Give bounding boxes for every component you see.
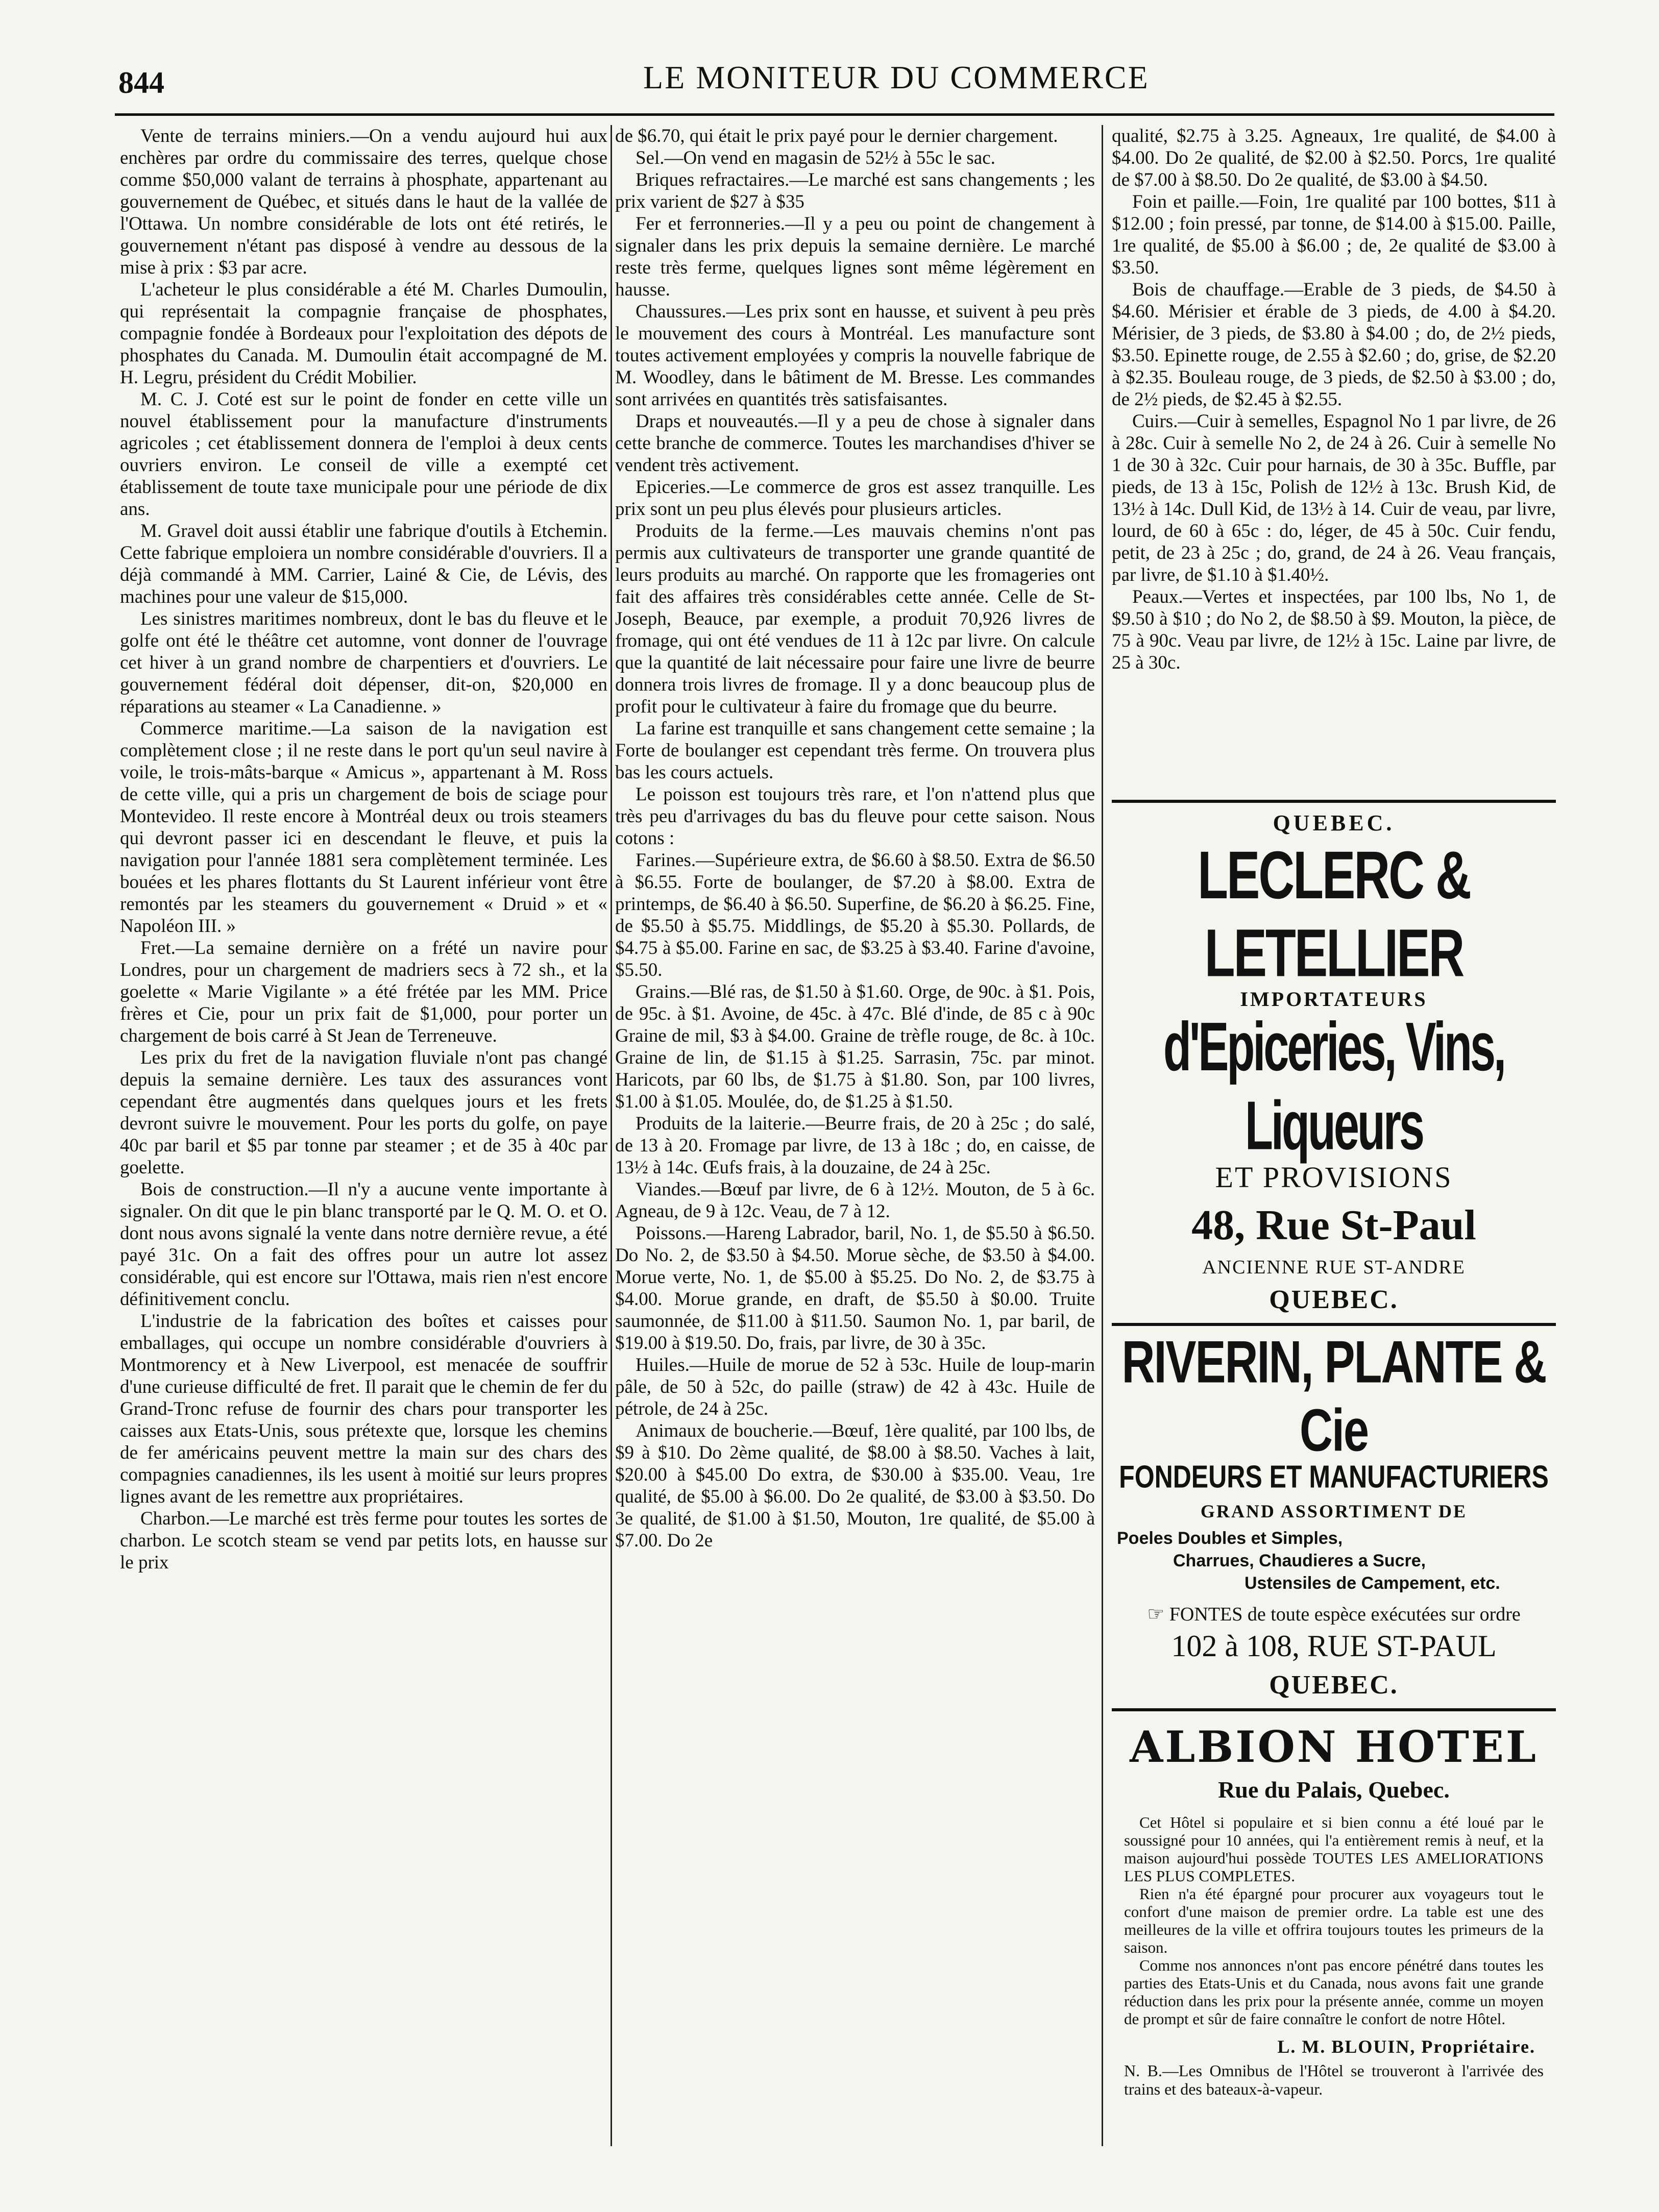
paragraph: Les sinistres maritimes nombreux, dont le bas du fleuve et le golfe ont été le théâtre cet automne, vont donner de l'ouvrage cet hiver à un grand nombre de charpentiers et d'ouvriers. Le gouvernement fédéral doit dépenser, dit-on, $20,000 en réparations au steamer « La Canadienne. » — [120, 608, 607, 717]
ad-assortment: GRAND ASSORTIMENT DE — [1200, 1501, 1468, 1521]
paragraph: Cet Hôtel si populaire et si bien connu a été loué par le soussigné pour 10 années, qui l'a entièrement remis à neuf, et la maison aujourd'hui possède TOUTES LES AMELIORATIONS LES PLUS COMPLETES. — [1124, 1813, 1544, 1885]
ad-note: N. B.—Les Omnibus de l'Hôtel se trouveront à l'arrivée des trains et des bateaux-à-vapeur. — [1124, 2061, 1544, 2098]
ad-firm-name: LECLERC & LETELLIER — [1198, 837, 1470, 991]
paragraph: Huiles.—Huile de morue de 52 à 53c. Huile de loup-marin pâle, de 50 à 52c, do paille (straw) de 42 à 43c. Huile de pétrole, de 24 à 25c. — [615, 1355, 1095, 1419]
ad-divider — [1112, 1708, 1556, 1711]
ad-product-line: Charrues, Chaudieres a Sucre, — [1173, 1551, 1426, 1570]
article-column-3 — [1112, 125, 1556, 674]
ad-signature: L. M. BLOUIN, Propriétaire. — [1277, 2036, 1535, 2057]
paragraph: Foin et paille.—Foin, 1re qualité par 100 bottes, $11 à $12.00 ; foin pressé, par tonne, de $14.00 à $15.00. Paille, 1re qualité, de $5.00 à $6.00 ; de, 2e qualité de $3.00 à $3.50. — [1112, 191, 1556, 278]
paragraph: L'acheteur le plus considérable a été M. Charles Dumoulin, qui représentait la compagnie française de phosphates, compagnie fondée à Bordeaux pour l'exploitation des dépots de phosphates du Canada. M. Dumoulin était accompagné de M. H. Legru, président du Crédit Mobilier. — [120, 279, 607, 388]
ad-old-address: ANCIENNE RUE ST-ANDRE — [1202, 1257, 1466, 1278]
ad-divider — [1112, 1323, 1556, 1326]
paragraph: Vente de terrains miniers.—On a vendu aujourd hui aux enchères par ordre du commissaire des terres, quelque chose comme $50,000 valant de terrains à phosphate, appartenant au gouvernement de Québec, et situés dans le haut de la vallée de l'Ottawa. Un nombre considérable de lots ont été retirés, le gouvernement n'étant pas disposé à vendre au dessous de la mise à prix : $3 par acre. — [120, 126, 607, 278]
ad-firm-name: RIVERIN, PLANTE & Cie — [1121, 1329, 1546, 1464]
paragraph: M. Gravel doit aussi établir une fabrique d'outils à Etchemin. Cette fabrique emploiera un nombre considérable d'ouvriers. Il a déjà commandé à MM. Carrier, Lainé & Cie, de Lévis, des machines pour une valeur de $15,000. — [120, 521, 607, 607]
paragraph: qualité, $2.75 à 3.25. Agneaux, 1re qualité, de $4.00 à $4.00. Do 2e qualité, de $2.00 à $2.50. Porcs, 1re qualité de $7.00 à $8.50. Do 2e qualité, de $3.00 à $4.50. — [1112, 126, 1556, 190]
paragraph: Fret.—La semaine dernière on a frété un navire pour Londres, pour un chargement de madriers secs à 72 sh., et la goelette « Marie Vigilante » a été frétée par les MM. Price frères et Cie, pour un prix fait de $1,000, pour porter un chargement de bois carré à St Jean de Terreneuve. — [120, 938, 607, 1046]
paragraph: Sel.—On vend en magasin de 52½ à 55c le sac. — [636, 148, 995, 168]
paragraph: Briques refractaires.—Le marché est sans changements ; les prix varient de $27 à $35 — [615, 169, 1095, 212]
ad-goods: d'Epiceries, Vins, Liqueurs — [1163, 1009, 1505, 1165]
paragraph: Animaux de boucherie.—Bœuf, 1ère qualité, par 100 lbs, de $9 à $10. Do 2ème qualité, de $8.00 à $8.50. Vaches à lait, $20.00 à $45.00 Do extra, de $30.00 à $35.00. Veau, 1re qualité, de $5.00 à $6.00. Do 2e qualité, de $3.00 à $3.50. Do 3e qualité, de $1.00 à $1.50, Mouton, 1re qualité, de $5.00 à $7.00. Do 2e — [615, 1420, 1095, 1551]
article-column-1 — [120, 125, 607, 1574]
ad-product-line: Ustensiles de Campement, etc. — [1245, 1574, 1500, 1593]
paragraph: Cuirs.—Cuir à semelles, Espagnol No 1 par livre, de 26 à 28c. Cuir à semelle No 2, de 24 à 26. Cuir à semelle No 1 de 30 à 32c. Cuir pour harnais, de 30 à 35c. Buffle, par pieds, de 13 à 15c, Polish de 12½ à 13c. Brush Kid, de 13½ à 14c. Dull Kid, de 13½ à 14. Cuir de veau, par livre, lourd, de 60 à 65c : do, léger, de 45 à 50c. Cuir fendu, petit, de 23 à 25c ; do, grand, de 24 à 26. Veau français, par livre, de $1.10 à $1.40½. — [1112, 411, 1556, 585]
paragraph: Produits de la laiterie.—Beurre frais, de 20 à 25c ; do salé, de 13 à 20. Fromage par livre, de 13 à 18c ; do, en caisse, de 13½ à 14c. Œufs frais, à la douzaine, de 24 à 25c. — [615, 1113, 1095, 1178]
ad-leclerc — [1112, 810, 1556, 1315]
ad-address: 102 à 108, RUE ST-PAUL — [1171, 1629, 1497, 1663]
ad-extra: ET PROVISIONS — [1215, 1161, 1453, 1194]
paragraph: Rien n'a été épargné pour procurer aux voyageurs tout le confort d'une maison de premier ordre. La table est une des meilleures de la ville et offrira toujours toutes les primeurs de la saison. — [1124, 1885, 1544, 1956]
paragraph: Les prix du fret de la navigation fluviale n'ont pas changé depuis la semaine dernière. Les taux des assurances vont cependant être augmentés dans quelques jours et les frets devront suivre le mouvement. Pour les ports du golfe, on paye 40c par baril et $5 par tonne par steamer ; et de 35 à 40c par goelette. — [120, 1047, 607, 1178]
ad-city: QUEBEC. — [1269, 1670, 1399, 1700]
ad-fontes: ☞ FONTES de toute espèce exécutées sur ordre — [1147, 1604, 1521, 1625]
paragraph: Bois de construction.—Il n'y a aucune vente importante à signaler. On dit que le pin blanc transporté par le Q. M. O. et O. dont nous avons signalé la vente dans notre dernière revue, a été payé 31c. On a fait des offres pour un autre lot assez considérable, qui est encore sur l'Ottawa, mais rien n'est encore définitivement conclu. — [120, 1179, 607, 1310]
column-rule-2 — [1102, 125, 1103, 2146]
paragraph: Le poisson est toujours très rare, et l'on n'attend plus que très peu d'arrivages du bas du fleuve pour cette saison. Nous cotons : — [615, 784, 1095, 849]
page-number: 844 — [118, 66, 164, 100]
ad-address: Rue du Palais, Quebec. — [1218, 1777, 1450, 1803]
paragraph: Charbon.—Le marché est très ferme pour toutes les sortes de charbon. Le scotch steam se vend par petits lots, en hausse sur le prix — [120, 1508, 607, 1573]
paragraph: Grains.—Blé ras, de $1.50 à $1.60. Orge, de 90c. à $1. Pois, de 95c. à $1. Avoine, de 45c. à 47c. Blé d'inde, de 85 c à 90c Graine de mil, $3 à $4.00. Graine de trèfle rouge, de 8c. à 10c. Graine de lin, de $1.15 à $1.25. Sarrasin, 75c. par minot. Haricots, par 60 lbs, de $1.75 à $1.80. Son, par 100 livres, $1.00 à $1.05. Moulée, do, de $1.25 à $1.50. — [615, 981, 1095, 1112]
ad-riverin — [1112, 1329, 1556, 1700]
ad-role: IMPORTATEURS — [1240, 988, 1428, 1011]
paragraph: Epiceries.—Le commerce de gros est assez tranquille. Les prix sont un peu plus élevés pour plusieurs articles. — [615, 477, 1095, 520]
ad-product-line: Poeles Doubles et Simples, — [1117, 1529, 1343, 1548]
ad-city: QUEBEC. — [1269, 1285, 1399, 1314]
paragraph: Poissons.—Hareng Labrador, baril, No. 1, de $5.50 à $6.50. Do No. 2, de $3.50 à $4.50. Morue sèche, de $3.50 à $4.00. Morue verte, No. 1, de $5.00 à $5.25. Do No. 2, de $3.75 à $4.00. Morue grande, en draft, de $5.50 à $0.00. Truite saumonnée, de $11.00 à $11.50. Saumon No. 1, par baril, de $19.00 à $19.50. Do, frais, par livre, de 30 à 35c. — [615, 1223, 1095, 1354]
ad-address: 48, Rue St-Paul — [1191, 1201, 1476, 1249]
ad-divider — [1112, 800, 1556, 803]
page-title: LE MONITEUR DU COMMERCE — [643, 59, 1150, 95]
ad-hotel-text — [1112, 1813, 1556, 2028]
paragraph: Bois de chauffage.—Erable de 3 pieds, de $4.50 à $4.60. Mérisier et érable de 3 pieds, de 4.00 à $4.20. Mérisier, de 3 pieds, de $3.80 à $4.00 ; do, de 2½ pieds, $3.50. Epinette rouge, de 2.55 à $2.60 ; do, grise, de $2.20 à $2.35. Bouleau rouge, de 3 pieds, de $2.50 à $3.00 ; do, de 2½ pieds, de $2.45 à $2.55. — [1112, 279, 1556, 410]
paragraph: Farines.—Supérieure extra, de $6.60 à $8.50. Extra de $6.50 à $6.55. Forte de boulanger, de $7.20 à $8.00. Extra de printemps, de $6.40 à $6.50. Superfine, de $6.20 à $6.25. Fine, de $5.50 à $5.75. Middlings, de $5.20 à $5.30. Pollards, de $4.75 à $5.00. Farine en sac, de $3.25 à $3.40. Farine d'avoine, $5.50. — [615, 850, 1095, 980]
article-column-2 — [615, 125, 1095, 1552]
paragraph: La farine est tranquille et sans changement cette semaine ; la Forte de boulanger est cependant très ferme. On trouvera plus bas les cours actuels. — [615, 718, 1095, 783]
paragraph: Fer et ferronneries.—Il y a peu ou point de changement à signaler dans les prix depuis la semaine dernière. Le marché reste très ferme, quelques lignes sont même légèrement en hausse. — [615, 213, 1095, 300]
ad-hotel-name: ALBION HOTEL — [1130, 1722, 1538, 1772]
ad-city: QUEBEC. — [1273, 810, 1395, 835]
paragraph: L'industrie de la fabrication des boîtes et caisses pour emballages, qui occupe un nombre considérable d'ouvriers à Montmorency et à New Liverpool, est menacée de souffrir d'une curieuse difficulté de fret. Il parait que le chemin de fer du Grand-Tronc refuse de fournir des chars pour transporter les caisses aux Etats-Unis, sous prétexte que, lorsque les chemins de fer américains peuvent mettre la main sur des chars des compagnies canadiennes, ils les usent à moitié sur leurs propres lignes avant de les remettre aux propriétaires. — [120, 1311, 607, 1507]
paragraph: M. C. J. Coté est sur le point de fonder en cette ville un nouvel établissement pour la manufacture d'instruments agricoles ; cet établissement donnera de l'emploi à deux cents ouvriers environ. Le conseil de ville a exempté cet établissement de toute taxe municipale pour une période de dix ans. — [120, 389, 607, 520]
paragraph: Produits de la ferme.—Les mauvais chemins n'ont pas permis aux cultivateurs de transporter une grande quantité de leurs produits au marché. On rapporte que les fromageries ont fait des affaires très considérables cette année. Celle de St-Joseph, Beauce, par exemple, a produit 70,926 livres de fromage, qui ont été vendues de 11 à 12c par livre. On calcule que la quantité de lait nécessaire pour faire une livre de beurre donnera trois livres de fromage. Il y a donc beaucoup plus de profit pour le cultivateur à faire du fromage que du beurre. — [615, 521, 1095, 717]
advertisements — [1112, 794, 1556, 2098]
paragraph: Viandes.—Bœuf par livre, de 6 à 12½. Mouton, de 5 à 6c. Agneau, de 9 à 12c. Veau, de 7 à 12. — [615, 1179, 1095, 1222]
ad-role: FONDEURS ET MANUFACTURIERS — [1119, 1459, 1549, 1494]
ad-products — [1112, 1527, 1556, 1594]
column-rule-1 — [611, 125, 612, 2146]
paragraph: Comme nos annonces n'ont pas encore pénétré dans toutes les parties des Etats-Unis et du Canada, nous avons fait une grande réduction dans les prix pour la présente année, comme un moyen de prompt et sûr de faire connaître le confort de notre Hôtel. — [1124, 1956, 1544, 2028]
paragraph: Draps et nouveautés.—Il y a peu de chose à signaler dans cette branche de commerce. Toutes les marchandises d'hiver se vendent très activement. — [615, 411, 1095, 476]
paragraph: Commerce maritime.—La saison de la navigation est complètement close ; il ne reste dans le port qu'un seul navire à voile, le trois-mâts-barque « Amicus », appartenant à M. Ross de cette ville, qui a pris un chargement de bois de sciage pour Montevideo. Il reste encore à Montréal deux ou trois steamers qui devront passer ici en descendant le fleuve, et puis la navigation pour l'année 1881 sera complètement terminée. Les bouées et les phares flottants du St Laurent inférieur vont être remontés par les steamers du gouvernement « Druid » et « Napoléon III. » — [120, 718, 607, 937]
paragraph: Chaussures.—Les prix sont en hausse, et suivent à peu près le mouvement des cours à Montréal. Les manufacture sont toutes activement employées y compris la nouvelle fabrique de M. Woodley, dans le bâtiment de M. Bresse. Les commandes sont arrivées en quantités très satisfaisantes. — [615, 301, 1095, 410]
header-rule — [115, 113, 1554, 116]
ad-albion-hotel — [1112, 1722, 1556, 2098]
paragraph: Peaux.—Vertes et inspectées, par 100 lbs, No 1, de $9.50 à $10 ; do No 2, de $8.50 à $9. Mouton, la pièce, de 75 à 90c. Veau par livre, de 12½ à 15c. Laine par livre, de 25 à 30c. — [1112, 586, 1556, 673]
paragraph: de $6.70, qui était le prix payé pour le dernier chargement. — [615, 126, 1058, 146]
